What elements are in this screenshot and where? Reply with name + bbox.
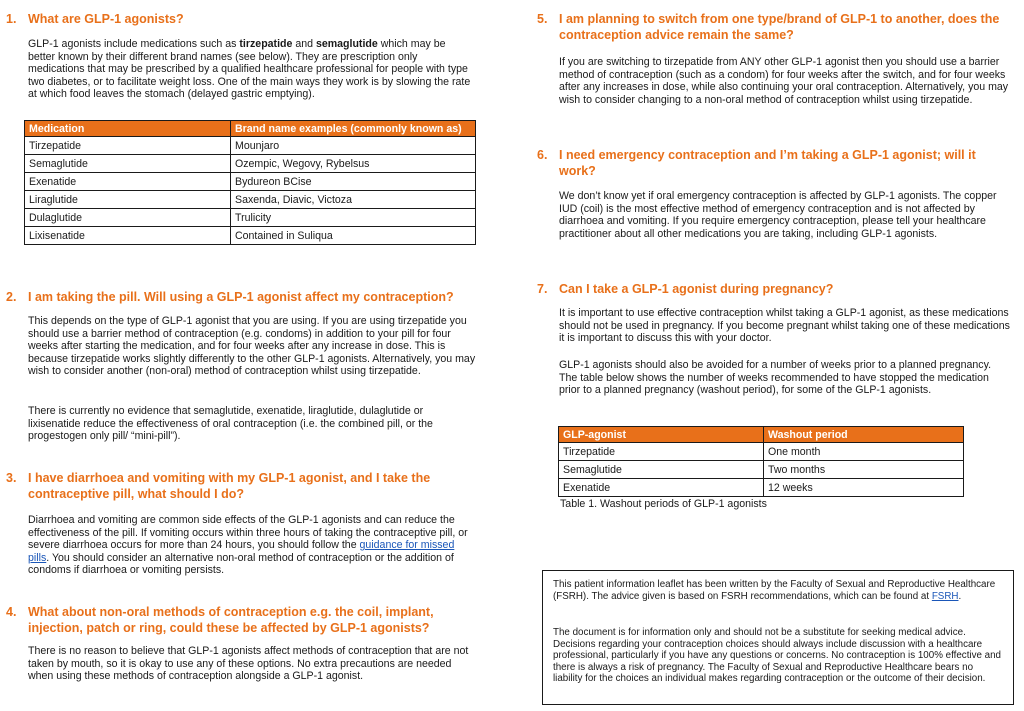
table-row [25,137,476,155]
section-title: What are GLP-1 agonists? [28,12,184,26]
section-number: 2. [6,290,17,304]
table-cell: Tirzepatide [25,137,231,155]
text-run: GLP-1 agonists include medications such as [28,38,240,50]
section-5-heading [537,11,1017,43]
missed-pills-link[interactable]: guidance for missed pills [28,539,455,564]
section-7-paragraph-2: GLP-1 agonists should also be avoided for a number of weeks prior to a planned pregnancy. The table below shows the number of weeks recommended to have stopped the medication prior to a planned pregnancy (washout period), for some of the GLP-1 agonists. [559,359,992,397]
section-number: 5. [537,12,548,26]
table-cell: Exenatide [25,173,231,191]
text-run: Diarrhoea and vomiting are common side effects of the GLP-1 agonists and can reduce the effectiveness of the pill. If vomiting occurs within three hours of taking the contraceptive pill, or severe diarrhoea occurs for more than 24 hours, you should follow the [28,514,468,552]
section-title-line-2: contraception advice remain the same? [559,28,794,42]
section-number: 7. [537,282,548,296]
table-cell: Bydureon BCise [231,173,476,191]
table-row [559,443,964,461]
table-cell: Ozempic, Wegovy, Rybelsus [231,155,476,173]
table-row [559,461,964,479]
table-cell: Semaglutide [559,461,764,479]
section-3-heading [6,470,500,502]
section-6-paragraph: We don’t know yet if oral emergency contraception is affected by GLP-1 agonists. The copper IUD (coil) is the most effective method of emergency contraception and is not affected by diarrhoea and vomiting. If you require emergency contraception, please tell your healthcare practitioner about all other medications you are taking, including GLP-1 agonists. [559,190,997,240]
section-7-heading [537,281,1017,297]
table-cell: Mounjaro [231,137,476,155]
bold-term: tirzepatide [239,38,293,50]
section-4-heading [6,604,500,636]
section-6-heading [537,147,1017,179]
table-cell: Liraglutide [25,191,231,209]
section-1-paragraph [28,38,474,101]
section-2-paragraph-2: There is currently no evidence that semaglutide, exenatide, liraglutide, dulaglutide or lixisenatide reduce the effectiveness of oral contraception (i.e. the combined pill, or the progestogen only pill/ “mini-pill”). [28,405,433,443]
table-cell: One month [764,443,964,461]
table-cell: Saxenda, Diavic, Victoza [231,191,476,209]
table-cell: Contained in Suliqua [231,227,476,245]
text-run: . You should consider an alternative non-oral method of contraception or the addition of condoms if diarrhoea or vomiting persists. [28,551,454,577]
section-2-heading [6,289,500,305]
section-title-line-2: work? [559,164,596,178]
section-1-heading [6,11,496,27]
table-cell: Exenatide [559,479,764,497]
text-run: This patient information leaflet has been written by the Faculty of Sexual and Reproductive Healthcare (FSRH). The advice given is based on FSRH recommendations, which can be found at [553,579,996,602]
table-cell: Lixisenatide [25,227,231,245]
section-4-paragraph: There is no reason to believe that GLP-1 agonists affect methods of contraception that are not taken by mouth, so it is okay to use any of these options. No extra precautions are needed when using these methods of contraception alongside a GLP-1 agonist. [28,645,469,683]
table-cell: Dulaglutide [25,209,231,227]
table-header: Medication [25,121,231,137]
section-title-line-1: What about non-oral methods of contraception e.g. the coil, implant, [28,605,434,619]
section-title: I am taking the pill. Will using a GLP-1 agonist affect my contraception? [28,290,454,304]
medication-brand-table [24,120,476,245]
disclaimer-paragraph-2: The document is for information only and should not be a substitute for seeking medical advice. Decisions regarding your contraception choices should always include discussion with a healthcare professional, particularly if you have any questions or concerns. No contraception is 100% effective and there is always a risk of pregnancy. The Faculty of Sexual and Reproductive Healthcare bears no liability for the choices an individual makes regarding contraception or the outcome of their decision. [553,627,1002,685]
table-row [25,173,476,191]
fsrh-link[interactable]: FSRH [931,590,959,602]
section-title-line-2: contraceptive pill, what should I do? [28,487,244,501]
section-number: 1. [6,12,17,26]
section-2-paragraph-1: This depends on the type of GLP-1 agonist that you are using. If you are using tirzepatide you should use a barrier method of contraception (e.g. condoms) in addition to your pill for four weeks after starting the medication, and for four weeks after any increase in dose. This is because tirzepatide works slightly differently to the other GLP-1 agonists. Alternatively, you may wish to consider another (non-oral) method of contraception whilst using tirzepatide. [28,315,476,378]
text-run: . [958,590,962,602]
section-title-line-1: I am planning to switch from one type/brand of GLP-1 to another, does the [559,12,1000,26]
section-3-paragraph [28,514,476,577]
table-cell: Tirzepatide [559,443,764,461]
section-7-paragraph-1: It is important to use effective contraception whilst taking a GLP-1 agonist, as these medications should not be used in pregnancy. If you become pregnant whilst taking one of these medications it is important to discuss this with your doctor. [559,307,1010,345]
table-row [25,155,476,173]
table-cell: Semaglutide [25,155,231,173]
table-row [25,209,476,227]
table-cell: Two months [764,461,964,479]
text-run: which may be better known by their different brand names (see below). They are prescription only medications that may be prescribed by a qualified healthcare professional for people with type two diabetes, or to facilitate weight loss. One of the main ways they work is by slowing the rate at which food leaves the stomach (delayed gastric emptying). [28,38,471,101]
bold-term: semaglutide [315,38,378,50]
disclaimer-box [542,570,1014,705]
section-title-line-1: I need emergency contraception and I’m taking a GLP-1 agonist; will it [559,148,976,162]
disclaimer-paragraph-1 [553,579,1001,602]
section-title-line-1: I have diarrhoea and vomiting with my GLP-1 agonist, and I take the [28,471,431,485]
table-row [559,479,964,497]
table-row [25,191,476,209]
section-number: 4. [6,605,17,619]
section-5-paragraph: If you are switching to tirzepatide from ANY other GLP-1 agonist then you should use a barrier method of contraception (such as a condom) for four weeks after the switch, and for four weeks after any increases in dose, while also continuing your oral contraception. Alternatively, you may wish to consider changing to a non-oral method of contraception whilst using tirzepatide. [559,56,1009,106]
table-header: Brand name examples (commonly known as) [231,121,476,137]
section-title: Can I take a GLP-1 agonist during pregnancy? [559,282,834,296]
washout-period-table [558,426,964,497]
table-cell: 12 weeks [764,479,964,497]
table-header: GLP-agonist [559,427,764,443]
section-number: 6. [537,148,548,162]
table-row [25,227,476,245]
section-number: 3. [6,471,17,485]
text-run: and [292,38,316,50]
table-cell: Trulicity [231,209,476,227]
section-title-line-2: injection, patch or ring, could these be affected by GLP-1 agonists? [28,621,430,635]
table-caption: Table 1. Washout periods of GLP-1 agonists [560,498,767,510]
table-header: Washout period [764,427,964,443]
